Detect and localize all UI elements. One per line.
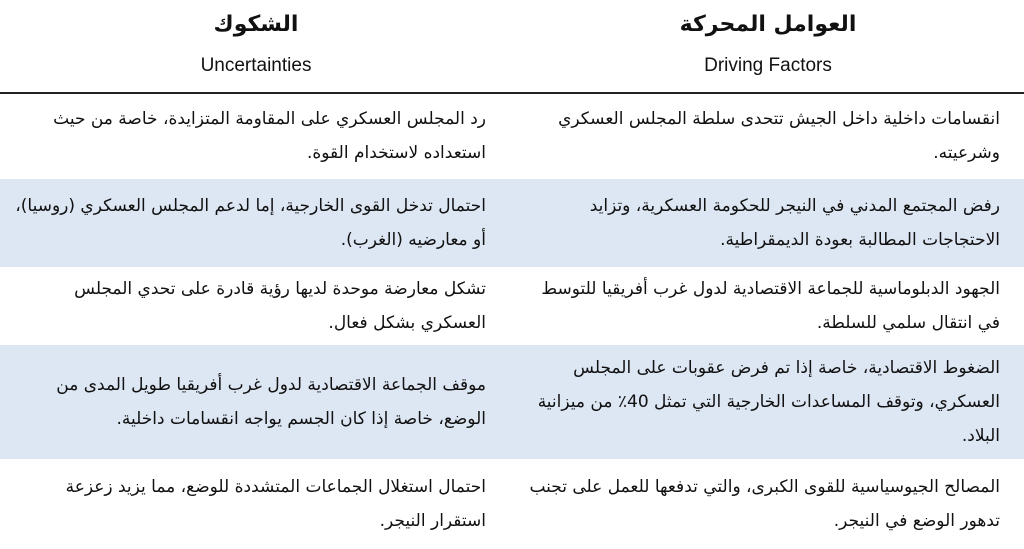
header-driving-factors [512,0,1024,92]
header-uncertainties [0,0,512,92]
table-row [0,460,1024,549]
table-row [0,179,1024,268]
uncertainty-cell [0,94,512,178]
header-driving-title-en: Driving Factors [704,55,832,76]
header-driving-title-ar: العوامل المحركة [679,12,857,37]
uncertainty-text: تشكل معارضة موحدة لديها رؤية قادرة على تحدي المجلس العسكري بشكل فعال. [74,279,486,333]
uncertainty-cell [0,345,512,459]
header-uncertain-title-ar: الشكوك [213,12,299,37]
driving-factor-cell [512,268,1024,344]
header-uncertain-title-en: Uncertainties [200,55,312,76]
uncertainty-cell [0,460,512,548]
table-header [0,0,1024,94]
driving-factor-text: رفض المجتمع المدني في النيجر للحكومة العسكرية، وتزايد الاحتجاجات المطالبة بعودة الديمقراطية. [589,196,1000,250]
driving-factor-cell [512,94,1024,178]
table-body [0,94,1024,549]
uncertainty-text: موقف الجماعة الاقتصادية لدول غرب أفريقيا طويل المدى من الوضع، خاصة إذا كان الجسم يواجه انقسامات داخلية. [56,375,486,429]
uncertainty-cell [0,179,512,267]
uncertainty-text: احتمال استغلال الجماعات المتشددة للوضع، مما يزيد زعزعة استقرار النيجر. [65,477,486,531]
table-row [0,268,1024,345]
driving-factor-cell [512,179,1024,267]
driving-factor-text: انقسامات داخلية داخل الجيش تتحدى سلطة المجلس العسكري وشرعيته. [558,109,1000,163]
driving-factor-text: الجهود الدبلوماسية للجماعة الاقتصادية لدول غرب أفريقيا للتوسط في انتقال سلمي للسلطة. [541,279,1000,333]
table-row [0,94,1024,179]
uncertainty-text: احتمال تدخل القوى الخارجية، إما لدعم المجلس العسكري (روسيا)، أو معارضيه (الغرب). [15,196,486,250]
uncertainty-cell [0,268,512,344]
driving-factor-text: الضغوط الاقتصادية، خاصة إذا تم فرض عقوبات على المجلس العسكري، وتوقف المساعدات الخارجية التي تمثل 40٪ من ميزانية البلاد. [537,358,1000,446]
driving-factor-cell [512,460,1024,548]
driving-factor-cell [512,345,1024,459]
table-row [0,345,1024,460]
driving-factor-text: المصالح الجيوسياسية للقوى الكبرى، والتي تدفعها للعمل على تجنب تدهور الوضع في النيجر. [529,477,1000,531]
uncertainty-text: رد المجلس العسكري على المقاومة المتزايدة، خاصة من حيث استعداده لاستخدام القوة. [53,109,486,163]
